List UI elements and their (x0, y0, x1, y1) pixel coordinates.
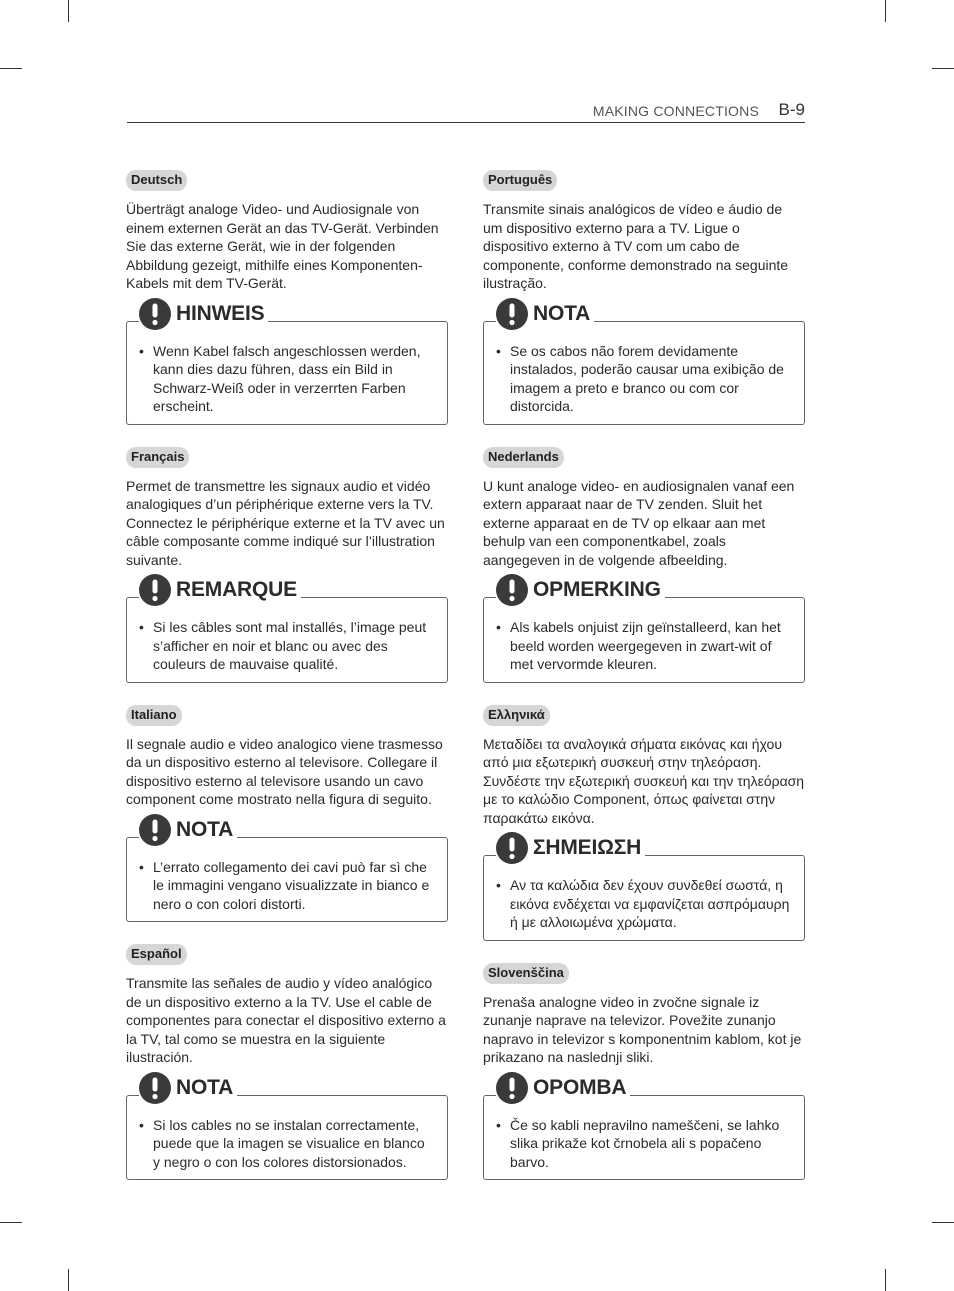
exclamation-icon (139, 298, 171, 330)
note-title: NOTA (533, 301, 591, 325)
language-section-el (483, 705, 805, 941)
language-section-it (126, 705, 448, 923)
exclamation-icon (496, 1072, 528, 1104)
note-title: OPOMBA (533, 1075, 627, 1099)
left-column (126, 170, 448, 1180)
section-text: U kunt analoge video- en audiosignalen vanaf een extern apparaat naar de TV zenden. Sluit het externe apparaat en de TV op elkaar aan met behulp van een componentkabel, zoals aangegeven in de volgende afbeelding. (483, 477, 795, 568)
crop-mark (932, 68, 954, 69)
note-header (139, 298, 268, 330)
crop-mark (885, 1269, 886, 1291)
note-item: • L’errato collegamento dei cavi può far sì che le immagini vengano visualizzate in bianco e nero o con colori distorti. (139, 858, 435, 914)
exclamation-icon (496, 298, 528, 330)
section-text: Transmite sinais analógicos de vídeo e áudio de um dispositivo externo para a TV. Ligue o dispositivo externo à TV com um cabo de componente, conforme demonstrado na seguinte ilustração. (483, 201, 789, 291)
note-item: • Se os cabos não forem devidamente instalados, poderão causar uma exibição de imagem a preto e branco ou com cor distorcida. (496, 342, 792, 416)
exclamation-icon (139, 1072, 171, 1104)
section-text: Überträgt analoge Video- und Audiosignale von einem externen Gerät an das TV-Gerät. Verbinden Sie das externe Gerät, wie in der folgenden Abbildung gezeigt, mithilfe eines Komponenten-Kabels mit dem TV-Gerät. (126, 201, 439, 291)
language-section-es (126, 944, 448, 1180)
crop-mark (68, 1269, 69, 1291)
language-badge: Français (126, 447, 189, 468)
section-text: Il segnale audio e video analogico viene trasmesso da un dispositivo esterno al televisore. Collegare il dispositivo esterno al televisore usando un cavo component come mostrato nella figura di seguito. (126, 735, 443, 807)
language-badge: Español (126, 944, 187, 965)
language-section-nl (483, 447, 805, 683)
note-box (483, 578, 805, 683)
note-item: • Si les câbles sont mal installés, l’image peut s’afficher en noir et blanc ou avec des couleurs de mauvaise qualité. (139, 618, 435, 674)
note-header (139, 1072, 237, 1104)
language-badge: Italiano (126, 705, 182, 726)
note-list (496, 876, 792, 932)
note-list (496, 1116, 792, 1172)
note-header (496, 574, 665, 606)
language-section-pt (483, 170, 805, 425)
language-badge: Ελληνικά (483, 705, 550, 726)
exclamation-icon (496, 832, 528, 864)
crop-mark (68, 0, 69, 22)
section-text: Μεταδίδει τα αναλογικά σήματα εικόνας και ήχου από μια εξωτερική συσκευή στην τηλεόραση. Συνδέστε την εξωτερική συσκευή και την τηλεόραση με το καλώδιο Component, όπως φαίνεται στην παρακάτω εικόνα. (483, 735, 805, 826)
note-list (496, 342, 792, 416)
note-header (139, 574, 301, 606)
note-box (483, 301, 805, 425)
note-title: NOTA (176, 1075, 234, 1099)
note-title: ΣΗΜΕΙΩΣΗ (533, 836, 642, 859)
section-text: Permet de transmettre les signaux audio et vidéo analogiques d’un périphérique externe vers la TV. Connectez le périphérique externe et la TV avec un câble composante comme indiqué sur l’illustration suivante. (126, 477, 445, 568)
note-list (139, 618, 435, 674)
note-item: • Wenn Kabel falsch angeschlossen werden, kann dies dazu führen, dass ein Bild in Schwarz-Weiß oder in verzerrten Farben erscheint. (139, 342, 435, 416)
note-item: • Si los cables no se instalan correctamente, puede que la imagen se visualice en blanco y negro o con los colores distorsionados. (139, 1116, 435, 1172)
note-header (496, 298, 594, 330)
note-box (126, 301, 448, 425)
section-text: Transmite las señales de audio y vídeo analógico de un dispositivo externo a la TV. Use el cable de componentes para conectar el dispositivo externo a la TV, tal como se muestra en la siguiente ilustración. (126, 975, 446, 1065)
section-text: Prenaša analogne video in zvočne signale iz zunanje naprave na televizor. Povežite zunanjo napravo in televizor s komponentnim kablom, kot je prikazano na naslednji sliki. (483, 993, 802, 1065)
page-number: B-9 (778, 100, 805, 119)
note-list (139, 1116, 435, 1172)
language-section-fr (126, 447, 448, 683)
note-header (496, 832, 645, 864)
note-title: OPMERKING (533, 578, 661, 601)
note-item: • Αν τα καλώδια δεν έχουν συνδεθεί σωστά, η εικόνα ενδέχεται να εμφανίζεται ασπρόμαυρη ή με αλλοιωμένα χρώματα. (496, 876, 792, 932)
crop-mark (932, 1222, 954, 1223)
language-badge: Deutsch (126, 170, 187, 191)
note-list (496, 618, 792, 674)
language-badge: Português (483, 170, 557, 191)
note-box (126, 817, 448, 923)
exclamation-icon (139, 574, 171, 606)
language-section-sl (483, 963, 805, 1181)
exclamation-icon (139, 814, 171, 846)
note-list (139, 858, 435, 914)
note-item: • Als kabels onjuist zijn geïnstalleerd, kan het beeld worden weergegeven in zwart-wit of met vervormde kleuren. (496, 618, 792, 674)
crop-mark (885, 0, 886, 22)
note-box (126, 1075, 448, 1181)
language-badge: Nederlands (483, 447, 564, 468)
note-list (139, 342, 435, 416)
note-title: NOTA (176, 817, 234, 841)
right-column (483, 170, 805, 1180)
language-badge: Slovenščina (483, 963, 569, 984)
note-title: HINWEIS (176, 301, 265, 325)
note-box (483, 836, 805, 941)
note-box (126, 578, 448, 683)
note-box (483, 1075, 805, 1181)
section-title: MAKING CONNECTIONS (592, 103, 759, 119)
language-section-de (126, 170, 448, 425)
exclamation-icon (496, 574, 528, 606)
crop-mark (0, 1222, 22, 1223)
note-title: REMARQUE (176, 578, 297, 601)
note-header (139, 814, 237, 846)
page-header (127, 100, 805, 123)
note-header (496, 1072, 630, 1104)
crop-mark (0, 68, 22, 69)
note-item: • Če so kabli nepravilno nameščeni, se lahko slika prikaže kot črnobela ali s popačeno barvo. (496, 1116, 792, 1172)
